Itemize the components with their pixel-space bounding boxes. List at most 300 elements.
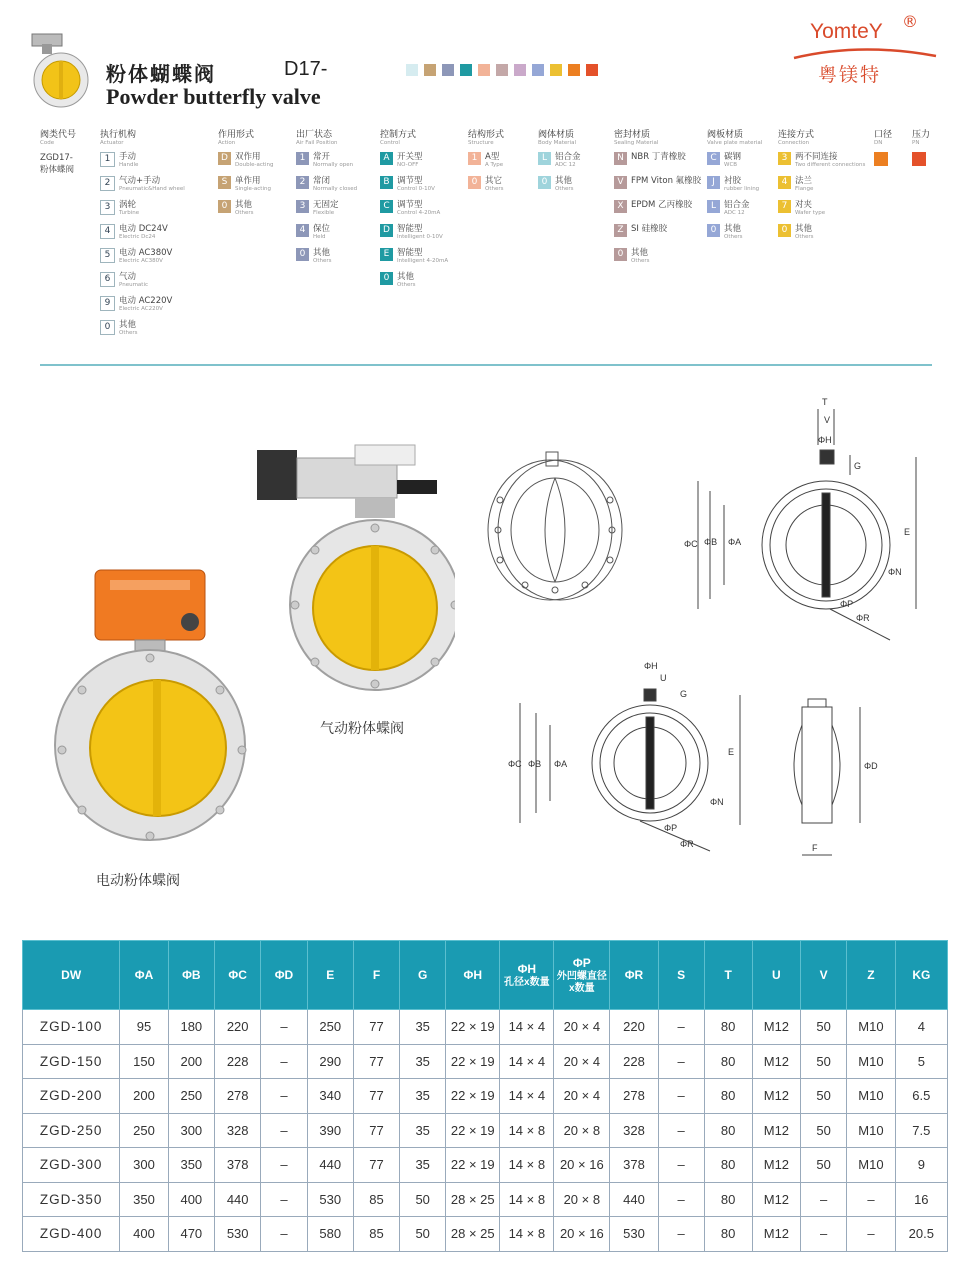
table-header-cell [215,941,261,1010]
table-header-label: Z [867,967,875,982]
legend-item-label: 保位 [313,224,331,234]
legend-item-code: 0 [538,176,551,189]
legend-item-label-en: Intelligent 4-20mA [397,258,449,264]
dim-N: ΦN [888,567,902,577]
table-cell: 50 [400,1182,446,1217]
dim-T: T [822,397,828,407]
table-cell: 20 × 4 [554,1044,610,1079]
table-row [23,1148,948,1183]
legend-item [100,152,185,176]
table-cell: 77 [353,1044,399,1079]
legend-item-label: 常闭 [313,176,331,186]
table-cell: 14 × 8 [500,1217,554,1252]
legend-item-label-en: Flange [795,186,814,192]
table-cell: 9 [895,1148,947,1183]
side-drawing [790,685,900,865]
table-header-cell [353,941,399,1010]
table-cell: 14 × 8 [500,1113,554,1148]
table-cell: 85 [353,1182,399,1217]
legend-code-title: 阀类代号 [40,130,77,140]
table-cell: 50 [801,1079,847,1114]
section-divider [40,364,932,366]
table-cell: – [658,1182,704,1217]
legend-item-label-en: Others [313,258,332,264]
legend-item-label-en: Normally open [313,162,354,168]
legend-item-label-en: Pneumatic [119,282,149,288]
legend-item-code: 3 [296,200,309,213]
table-header-cell [23,941,120,1010]
legend-item [100,176,185,200]
table-row [23,1044,948,1079]
table-cell: 77 [353,1113,399,1148]
table-header-label: E [326,967,335,982]
legend-item-text [724,224,742,241]
legend-item-label-en: Normally closed [313,186,358,192]
legend-item-label-en: ADC 12 [555,162,576,168]
legend-column-title-en: Valve plate material [707,140,763,146]
title-code: D17- [284,58,328,80]
legend-column [912,130,930,166]
dim-phiD: ΦD [864,761,878,771]
table-cell: – [261,1113,307,1148]
caption-pneumatic: 气动粉体蝶阀 [320,721,404,737]
legend-item-code: 2 [296,176,309,189]
table-cell: 22 × 19 [446,1079,500,1114]
legend-item-code: E [380,248,393,261]
dim-phiH-2: ΦH [644,661,658,671]
table-cell: M10 [847,1010,895,1045]
table-cell: 14 × 4 [500,1010,554,1045]
legend-item-code: J [707,176,720,189]
isometric-drawing [480,440,630,610]
legend-item [707,224,762,248]
legend-item-label: 衬胶 [724,176,742,186]
legend-item [296,224,357,248]
table-cell: 80 [704,1182,752,1217]
table-header-label: ΦB [182,967,201,982]
table-cell: M10 [847,1079,895,1114]
table-cell: – [261,1217,307,1252]
legend-column-title: 口径 [874,130,893,140]
legend-item-code: 6 [100,272,115,287]
front-drawing-top [670,395,930,645]
table-row [23,1079,948,1114]
legend-column-title-en: Control [380,140,400,146]
legend-item-code: V [614,176,627,189]
legend-item-text [119,176,185,193]
table-cell: 200 [120,1079,168,1114]
legend-item-text [631,248,649,265]
model-cell: ZGD-400 [23,1217,120,1252]
legend-item-text [397,272,415,289]
legend-code-line: 粉体蝶阀 [40,165,75,175]
color-swatch [550,64,562,76]
legend-item [778,224,865,248]
table-cell: 228 [610,1044,658,1079]
legend-item-label: 铝合金 [555,152,581,162]
legend-item-label: 气动+手动 [119,176,161,186]
table-cell: 378 [610,1148,658,1183]
table-cell: 328 [215,1113,261,1148]
legend-item-label: 手动 [119,152,137,162]
dim-G-2: G [680,689,688,699]
legend-item-label-en: Control 0-10V [397,186,435,192]
legend-item-label: 法兰 [795,176,813,186]
legend-item-text [795,224,813,241]
table-header-cell [554,941,610,1010]
table-header-label: ΦH [517,961,537,976]
legend-column-title-en: Structure [468,140,494,146]
legend-column-title: 作用形式 [218,130,255,140]
color-swatch [424,64,436,76]
legend-item-label: 其他 [397,272,415,282]
table-cell: 400 [120,1217,168,1252]
table-cell: 50 [801,1010,847,1045]
table-cell: 77 [353,1010,399,1045]
legend-item-label: 电动 AC380V [119,248,173,258]
legend-item [468,152,504,176]
dim-phiR: ΦR [856,613,870,623]
table-cell: – [261,1182,307,1217]
legend-item-code: 5 [100,248,115,263]
dim-F: F [812,843,818,853]
table-cell: 80 [704,1113,752,1148]
color-swatch [442,64,454,76]
legend-item-label: A型 [485,152,500,162]
legend-item-label: FPM Viton 氟橡胶 [631,176,702,186]
title-en: Powder butterfly valve [106,84,321,109]
legend-item-code: 4 [778,176,791,189]
legend-item-code: 1 [296,152,309,165]
legend-item-label-en: Two different connections [795,162,866,168]
dim-phiP: ΦP [840,599,854,609]
table-cell: 80 [704,1148,752,1183]
legend-column [100,130,185,344]
legend-item [707,176,762,200]
table-header-label: ΦR [624,967,644,982]
table-cell: 150 [120,1044,168,1079]
table-cell: M12 [752,1113,800,1148]
legend-item-code: 3 [778,152,791,165]
legend-column-title: 阀板材质 [707,130,744,140]
legend-item-text [119,272,148,289]
dim-U: U [660,673,667,683]
table-cell: 50 [400,1217,446,1252]
legend-item [614,248,701,272]
dim-G: G [854,461,862,471]
legend-item-label-en: rubber lining [724,186,760,192]
table-cell: 350 [120,1182,168,1217]
legend-item-text [119,296,172,313]
color-swatch [478,64,490,76]
legend-item-label-en: Others [119,330,138,336]
table-cell: 20.5 [895,1217,947,1252]
legend-item-label-en: Pneumatic&Hand wheel [119,186,185,192]
legend-item-label: 其它 [485,176,503,186]
legend-column-title-en: Body Material [538,140,576,146]
legend-item [614,224,701,248]
table-cell: M10 [847,1044,895,1079]
legend-item [380,152,448,176]
legend-item-label-en: Others [485,186,504,192]
table-cell: 80 [704,1044,752,1079]
legend-column [538,130,581,200]
legend-item-label-en: Others [631,258,650,264]
table-header-label: ΦD [274,967,294,982]
model-cell: ZGD-300 [23,1148,120,1183]
legend-item-code: X [614,200,627,213]
valve-thumbnail [28,32,94,108]
table-cell: M12 [752,1148,800,1183]
dim-phiH: ΦH [818,435,832,445]
legend-item-text [631,200,692,210]
table-cell: 80 [704,1217,752,1252]
table-cell: – [658,1113,704,1148]
table-cell: 50 [801,1148,847,1183]
table-cell: 580 [307,1217,353,1252]
table-cell: M12 [752,1079,800,1114]
table-cell: 50 [801,1113,847,1148]
legend-item-code: C [380,200,393,213]
table-header-cell [120,941,168,1010]
table-cell: – [847,1217,895,1252]
legend-column [380,130,448,296]
brand-logo [790,12,940,92]
legend-code-line: ZGD17- [40,153,73,163]
table-cell: 20 × 4 [554,1010,610,1045]
table-header-cell [658,941,704,1010]
brand-name-cn: 粤镁特 [818,64,882,86]
table-header-label: ΦC [228,967,247,982]
legend-item [380,200,448,224]
table-cell: 350 [168,1148,214,1183]
table-cell: 220 [610,1010,658,1045]
table-header-label: ΦA [134,967,154,982]
table-cell: 440 [610,1182,658,1217]
legend-item [380,176,448,200]
legend-item-text [631,176,701,186]
legend-color-box [874,152,888,166]
legend-item-label: NBR 丁青橡胶 [631,152,686,162]
dim-phiA-2: ΦA [554,759,568,769]
legend-item-label: 其他 [724,224,742,234]
table-cell: 530 [307,1182,353,1217]
table-cell: 470 [168,1217,214,1252]
table-header-cell [400,941,446,1010]
table-cell: 20 × 16 [554,1217,610,1252]
legend-item [296,152,357,176]
legend-item [100,248,185,272]
table-cell: 250 [120,1113,168,1148]
legend-item-code: 0 [707,224,720,237]
legend-item-code: 1 [468,152,481,165]
table-cell: M12 [752,1217,800,1252]
legend-item-label-en: Electric Dc24 [119,234,156,240]
table-cell: 278 [215,1079,261,1114]
table-cell: 328 [610,1113,658,1148]
legend-item-code: 0 [468,176,481,189]
table-cell: 22 × 19 [446,1148,500,1183]
legend-column [296,130,357,272]
table-cell: – [658,1010,704,1045]
model-cell: ZGD-150 [23,1044,120,1079]
legend-item-text [555,176,573,193]
table-cell: 14 × 8 [500,1182,554,1217]
dim-phiB: ΦB [704,537,718,547]
table-cell: 80 [704,1010,752,1045]
table-cell: – [658,1079,704,1114]
legend-item-code: 9 [100,296,115,311]
legend-item-text [795,152,865,169]
legend-item-text [795,200,825,217]
legend-item-code: 0 [614,248,627,261]
table-header-cell [801,941,847,1010]
legend-item-label: 铝合金 [724,200,750,210]
spec-table [22,940,948,1252]
legend-column-title: 控制方式 [380,130,417,140]
color-swatch [406,64,418,76]
table-cell: 6.5 [895,1079,947,1114]
table-cell: 200 [168,1044,214,1079]
dim-phiA: ΦA [728,537,742,547]
legend-item-code: D [380,224,393,237]
legend-item-label: 其他 [119,320,137,330]
legend-item-label: 常开 [313,152,331,162]
dim-E-2: E [728,747,735,757]
legend-column-title-en: PN [912,140,920,146]
legend-item [614,152,701,176]
legend-item-label-en: Electric AC380V [119,258,163,264]
table-row [23,1182,948,1217]
table-cell: 14 × 4 [500,1044,554,1079]
table-cell: 300 [168,1113,214,1148]
electric-valve-photo [50,560,270,860]
legend-item [707,152,762,176]
table-cell: 250 [168,1079,214,1114]
legend-column [614,130,701,272]
legend-item [538,176,581,200]
legend-item [380,224,448,248]
table-cell: M10 [847,1113,895,1148]
legend-column-title: 执行机构 [100,130,137,140]
dim-E: E [904,527,911,537]
model-cell: ZGD-250 [23,1113,120,1148]
legend-item-label-en: ADC 12 [724,210,745,216]
table-cell: – [658,1044,704,1079]
legend-item-code: 2 [100,176,115,191]
legend-item-code: S [218,176,231,189]
legend-item [468,176,504,200]
color-swatch [532,64,544,76]
legend-item-text [485,152,503,169]
legend-item-code: 4 [296,224,309,237]
table-cell: – [658,1217,704,1252]
legend-item-code: 0 [296,248,309,261]
legend-item-code: 0 [100,320,115,335]
table-cell: M12 [752,1010,800,1045]
table-header-label: T [724,967,732,982]
legend-column [218,130,274,224]
legend-item-label-en: Held [313,234,326,240]
legend-item-label: EPDM 乙丙橡胶 [631,200,693,210]
table-cell: 77 [353,1079,399,1114]
legend-column-title: 结构形式 [468,130,505,140]
table-cell: 5 [895,1044,947,1079]
table-cell: 530 [215,1217,261,1252]
table-cell: – [658,1148,704,1183]
table-header-cell [307,941,353,1010]
table-cell: 290 [307,1044,353,1079]
legend-column [707,130,762,248]
legend-item-code: 0 [380,272,393,285]
table-header-sublabel: 外凹螺直径x数量 [556,970,607,994]
legend-column-title: 连接方式 [778,130,815,140]
legend-item-code: B [380,176,393,189]
legend-item-text [724,152,741,169]
legend-item-code: 0 [218,200,231,213]
table-header-cell [500,941,554,1010]
legend-column-title-en: Air Fail Position [296,140,338,146]
legend-item-text [555,152,581,169]
dim-phiR-2: ΦR [680,839,694,849]
table-cell: – [801,1217,847,1252]
model-cell: ZGD-350 [23,1182,120,1217]
legend-item-text [631,224,667,234]
dim-V: V [824,415,831,425]
legend-item-label-en: Others [724,234,743,240]
table-header-cell [168,941,214,1010]
table-header-label: DW [61,967,82,982]
legend-item-label: 对夹 [795,200,813,210]
model-cell: ZGD-100 [23,1010,120,1045]
legend-item-text [313,200,339,217]
pneumatic-valve-photo [255,440,455,700]
legend-item-label-en: Others [795,234,814,240]
table-cell: 22 × 19 [446,1113,500,1148]
legend-item [218,176,274,200]
color-swatches [406,64,598,76]
table-header-label: V [819,967,828,982]
legend-item-label-en: Control 4-20mA [397,210,441,216]
legend-item-text [119,224,168,241]
table-row [23,1217,948,1252]
legend-item-label: 智能型 [397,224,423,234]
dim-phiC-2: ΦC [508,759,522,769]
legend-item-label-en: Others [397,282,416,288]
table-cell: 4 [895,1010,947,1045]
table-header-label: G [418,967,428,982]
legend-item-label: 电动 DC24V [119,224,168,234]
legend-item-code: 0 [778,224,791,237]
table-header-sublabel: 孔径x数量 [504,976,550,988]
caption-electric: 电动粉体蝶阀 [96,873,180,889]
legend-item [296,176,357,200]
color-swatch [514,64,526,76]
legend-item [100,296,185,320]
legend-item-label: 涡轮 [119,200,137,210]
table-cell: 35 [400,1079,446,1114]
table-cell: 7.5 [895,1113,947,1148]
table-header-cell [446,941,500,1010]
table-cell: 14 × 8 [500,1148,554,1183]
legend-column-title-en: Actuator [100,140,124,146]
legend-item-label-en: Others [235,210,254,216]
legend-item-label-en: Handle [119,162,139,168]
legend-item-label: 调节型 [397,200,423,210]
table-cell: 250 [307,1010,353,1045]
legend-item [100,272,185,296]
legend-item-label: 无固定 [313,200,339,210]
